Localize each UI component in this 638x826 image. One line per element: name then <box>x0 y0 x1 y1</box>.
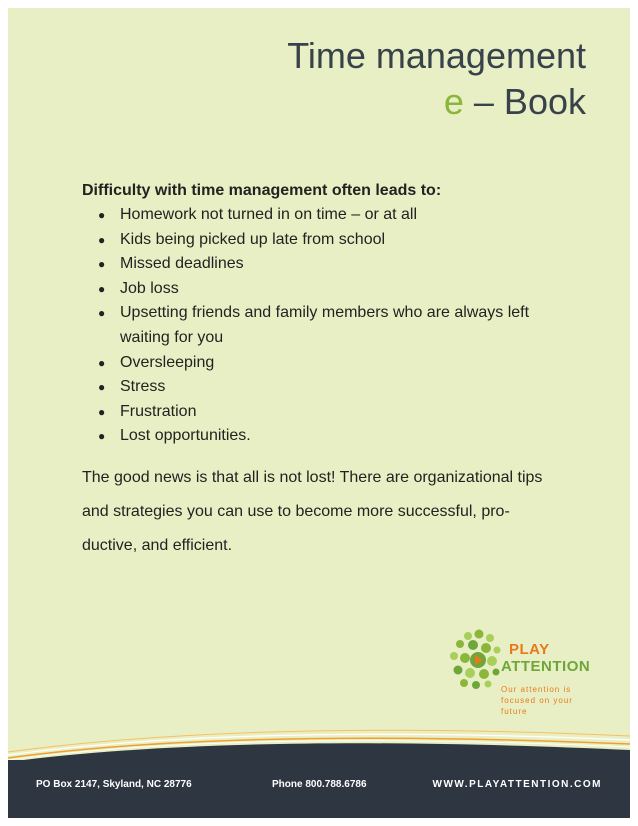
list-item <box>98 228 562 253</box>
list-item-text: Frustration <box>120 402 197 420</box>
footer-bar <box>8 760 630 818</box>
list-item-text: Upsetting friends and family members who are always left waiting for you <box>120 304 530 346</box>
footer-address: PO Box 2147, Skyland, NC 28776 <box>36 779 192 790</box>
list-item <box>98 351 562 376</box>
intro-heading: Difficulty with time management often leads to: <box>82 182 442 199</box>
list-item <box>98 375 562 400</box>
bullet-icon: ● <box>98 306 106 321</box>
list-item <box>98 424 562 449</box>
logo-word-play: PLAY <box>509 641 550 658</box>
list-item <box>98 252 562 277</box>
title-e-letter: e <box>443 81 464 122</box>
bullet-icon: ● <box>98 355 106 370</box>
logo-word-attention: ATTENTION <box>501 658 591 675</box>
page-title <box>287 33 586 125</box>
list-item-text: Stress <box>120 378 166 396</box>
bullet-icon: ● <box>98 429 106 444</box>
title-line-2 <box>287 79 586 125</box>
bullet-icon: ● <box>98 232 106 247</box>
list-item-text: Homework not turned in on time – or at all <box>120 206 418 223</box>
bullet-icon: ● <box>98 208 106 222</box>
bullet-icon: ● <box>98 281 106 296</box>
list-item <box>98 277 562 302</box>
footer-phone: Phone 800.788.6786 <box>272 779 367 790</box>
main-content <box>82 178 562 563</box>
list-item-text: Job loss <box>120 279 179 297</box>
body-paragraph: The good news is that all is not lost! There are organizational tips and strategies you can use to become more successful, pro-ductive, and efficient. <box>82 468 543 554</box>
title-line-1: Time management <box>287 35 586 76</box>
list-item <box>98 203 562 228</box>
logo-tagline: Our attention is focused on your future <box>501 685 573 716</box>
list-item-text: Lost opportunities. <box>120 427 251 445</box>
list-item-text: Oversleeping <box>120 353 215 371</box>
list-item <box>98 400 562 425</box>
list-item-text: Missed deadlines <box>120 255 244 273</box>
bullet-icon: ● <box>98 380 106 395</box>
difficulty-list <box>82 203 562 449</box>
list-item <box>98 301 562 350</box>
logo-dots-icon <box>446 628 506 698</box>
list-item-text: Kids being picked up late from school <box>120 230 386 248</box>
play-attention-logo <box>446 628 606 728</box>
bullet-icon: ● <box>98 257 106 272</box>
title-book: – Book <box>463 81 586 122</box>
page <box>8 8 630 818</box>
bullet-icon: ● <box>98 404 106 419</box>
footer-website-link[interactable]: WWW.PLAYATTENTION.COM <box>432 779 602 790</box>
